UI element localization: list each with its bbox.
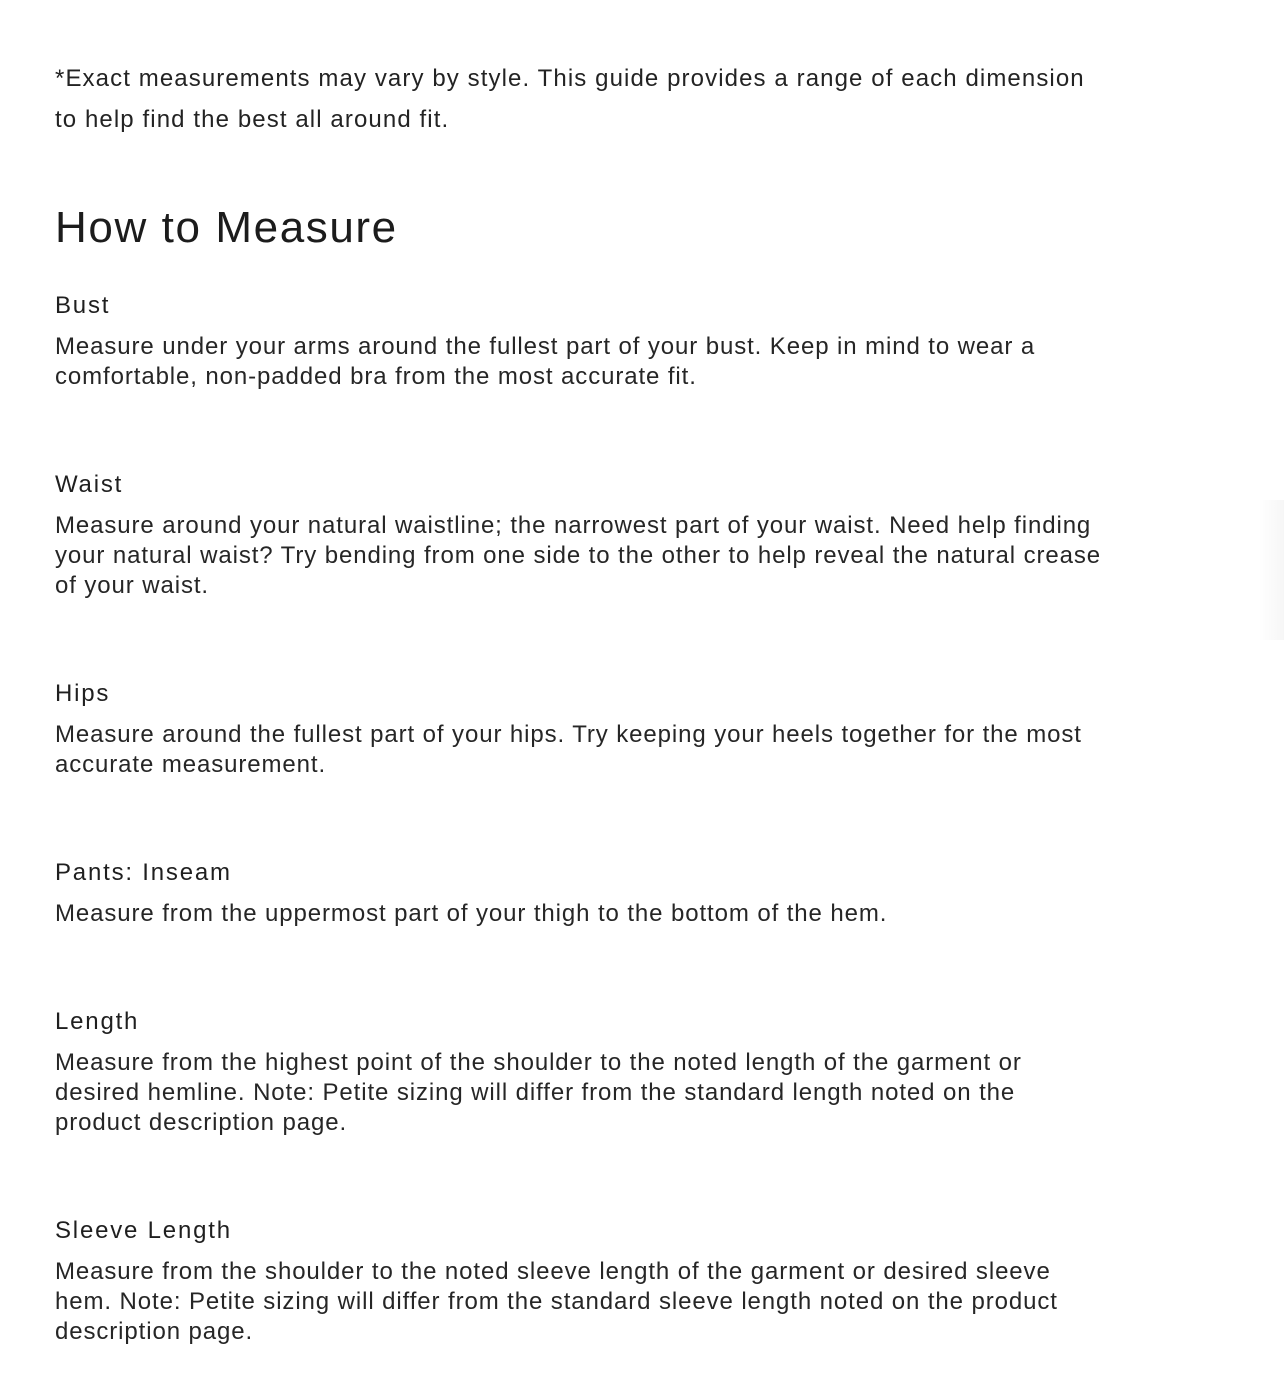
body-line: Measure from the highest point of the shoulder to the noted length of the garment or bbox=[55, 1049, 1022, 1076]
section-sleeve-length bbox=[55, 1216, 1225, 1347]
body-line: accurate measurement. bbox=[55, 751, 327, 778]
section-body bbox=[55, 720, 1225, 780]
section-waist bbox=[55, 470, 1225, 601]
fit-disclaimer-line: *Exact measurements may vary by style. This guide provides a range of each dimension bbox=[55, 65, 1085, 92]
section-length bbox=[55, 1007, 1225, 1138]
body-line: your natural waist? Try bending from one side to the other to help reveal the natural crease bbox=[55, 542, 1102, 569]
section-heading: Hips bbox=[55, 680, 111, 707]
section-heading: Sleeve Length bbox=[55, 1217, 232, 1244]
body-line: of your waist. bbox=[55, 572, 209, 599]
body-line: Measure from the uppermost part of your thigh to the bottom of the hem. bbox=[55, 900, 888, 927]
fit-disclaimer-line: to help find the best all around fit. bbox=[55, 106, 450, 133]
body-line: comfortable, non-padded bra from the most accurate fit. bbox=[55, 363, 697, 390]
section-heading: Length bbox=[55, 1008, 140, 1035]
scroll-edge-shadow bbox=[1258, 500, 1284, 640]
body-line: desired hemline. Note: Petite sizing will differ from the standard length noted on the bbox=[55, 1079, 1016, 1106]
body-line: description page. bbox=[55, 1318, 254, 1345]
section-heading: Pants: Inseam bbox=[55, 859, 232, 886]
section-body bbox=[55, 899, 1225, 929]
body-line: Measure around your natural waistline; the narrowest part of your waist. Need help finding bbox=[55, 512, 1092, 539]
page-title: How to Measure bbox=[55, 203, 398, 252]
section-body bbox=[55, 511, 1225, 601]
section-heading: Waist bbox=[55, 471, 124, 498]
body-line: Measure from the shoulder to the noted sleeve length of the garment or desired sleeve bbox=[55, 1258, 1051, 1285]
body-line: product description page. bbox=[55, 1109, 348, 1136]
body-line: Measure around the fullest part of your hips. Try keeping your heels together for the most bbox=[55, 721, 1082, 748]
body-line: Measure under your arms around the fullest part of your bust. Keep in mind to wear a bbox=[55, 333, 1036, 360]
section-body bbox=[55, 1048, 1225, 1138]
section-hips bbox=[55, 679, 1225, 780]
section-inseam bbox=[55, 858, 1225, 929]
section-body bbox=[55, 332, 1225, 392]
fit-disclaimer bbox=[55, 58, 1225, 140]
body-line: hem. Note: Petite sizing will differ from the standard sleeve length noted on the product bbox=[55, 1288, 1058, 1315]
section-body bbox=[55, 1257, 1225, 1347]
section-heading: Bust bbox=[55, 292, 111, 319]
section-bust bbox=[55, 291, 1225, 392]
